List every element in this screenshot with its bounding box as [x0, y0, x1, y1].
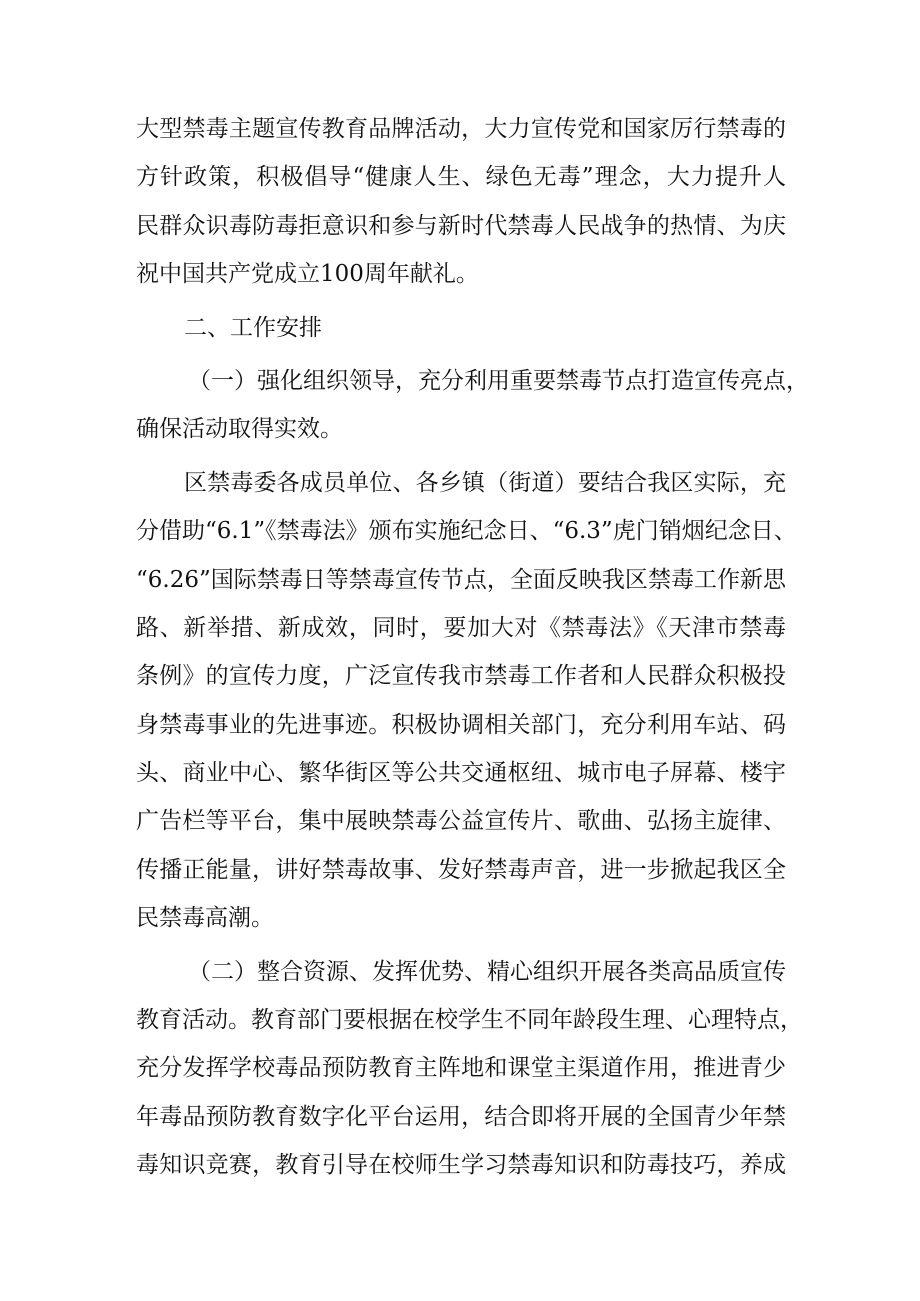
text-line: “6.26”国际禁毒日等禁毒宣传节点，全面反映我区禁毒工作新思: [136, 566, 786, 593]
intro-paragraph: [136, 105, 786, 299]
text-line: 传播正能量，讲好禁毒故事、发好禁毒声音，进一步掀起我区全: [136, 856, 786, 883]
text-line: 区禁毒委各成员单位、各乡镇（街道）要结合我区实际，充: [184, 469, 786, 496]
text-line: 充分发挥学校毒品预防教育主阵地和课堂主渠道作用，推进青少: [136, 1055, 786, 1082]
text-line: 路、新举措、新成效，同时，要加大对《禁毒法》《天津市禁毒: [136, 614, 786, 641]
text-line: 大型禁毒主题宣传教育品牌活动，大力宣传党和国家厉行禁毒的: [136, 116, 786, 142]
text-line: 头、商业中心、繁华街区等公共交通枢纽、城市电子屏幕、楼宇: [136, 760, 786, 787]
text-line: （一）强化组织领导，充分利用重要禁毒节点打造宣传亮点，: [188, 367, 809, 394]
text-line: 方针政策，积极倡导“健康人生、绿色无毒”理念，大力提升人: [136, 164, 786, 191]
text-line: 祝中国共产党成立100周年献礼。: [136, 261, 479, 288]
text-line: 身禁毒事业的先进事迹。积极协调相关部门，充分利用车站、码: [136, 711, 786, 738]
text-line: 年毒品预防教育数字化平台运用，结合即将开展的全国青少年禁: [136, 1103, 786, 1130]
body-paragraph-2: [136, 948, 803, 1190]
text-line: 条例》的宣传力度，广泛宣传我市禁毒工作者和人民群众积极投: [136, 663, 786, 690]
subsection-heading-1: [136, 357, 809, 454]
text-line: 民群众识毒防毒拒意识和参与新时代禁毒人民战争的热情、为庆: [136, 212, 786, 239]
section-heading: 二、工作安排: [184, 314, 322, 341]
text-line: 确保活动取得实效。: [136, 416, 343, 443]
text-line: 广告栏等平台，集中展映禁毒公益宣传片、歌曲、弘扬主旋律、: [136, 808, 786, 835]
text-line: （二）整合资源、发挥优势、精心组织开展各类高品质宣传: [188, 958, 786, 985]
text-line: 教育活动。教育部门要根据在校学生不同年龄段生理、心理特点，: [136, 1007, 803, 1034]
text-line: 毒知识竞赛，教育引导在校师生学习禁毒知识和防毒技巧，养成: [136, 1152, 786, 1179]
text-line: 分借助“6.1”《禁毒法》颁布实施纪念日、“6.3”虎门销烟纪念日、: [136, 518, 797, 545]
document-body: [136, 105, 809, 1190]
text-line: 民禁毒高潮。: [136, 905, 274, 932]
body-paragraph-1: [136, 459, 797, 943]
